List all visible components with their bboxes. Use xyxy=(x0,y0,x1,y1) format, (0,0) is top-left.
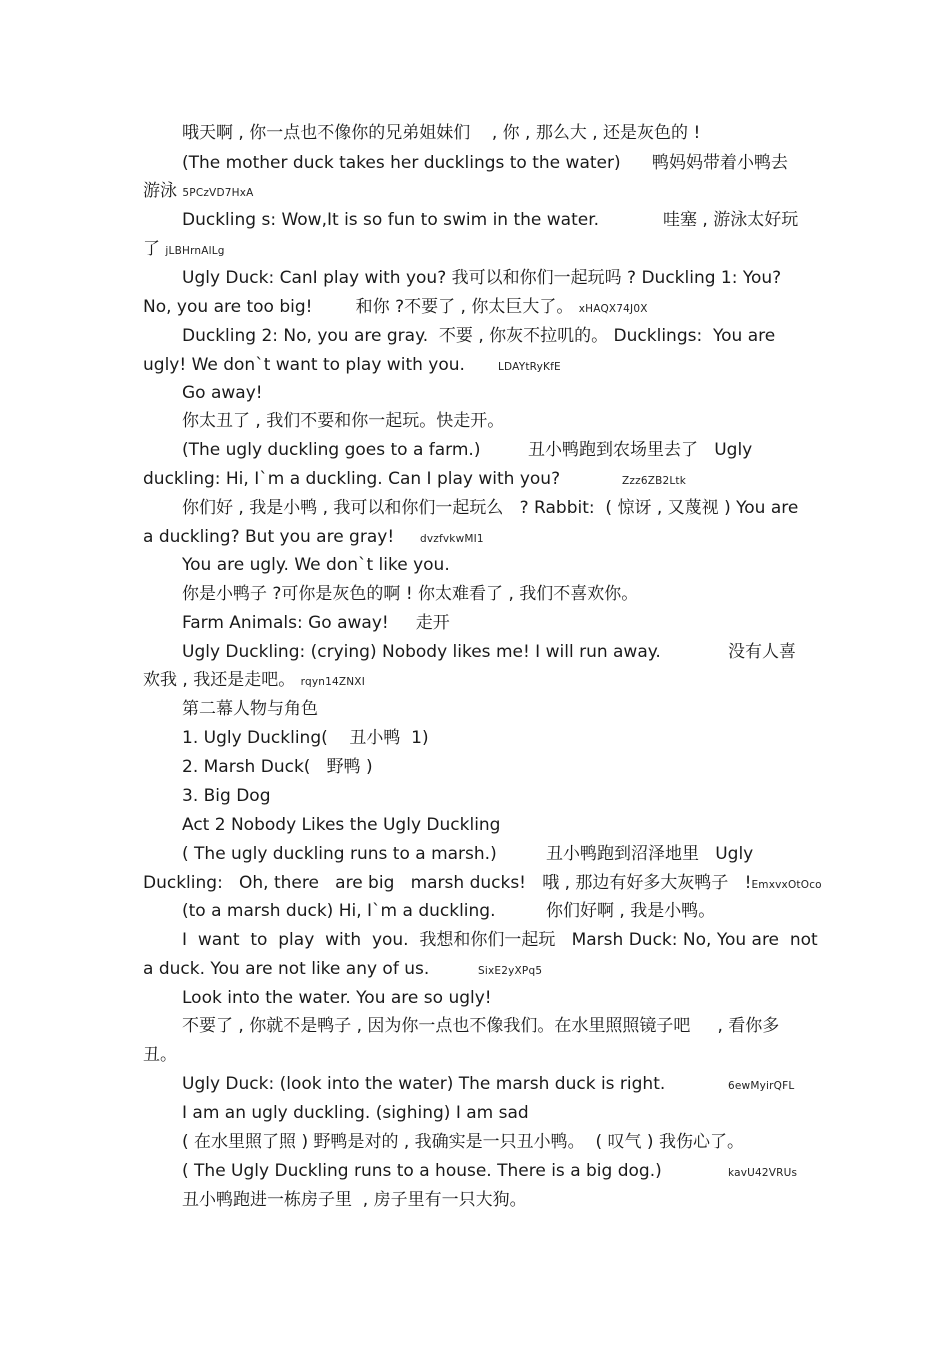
text-line xyxy=(622,469,686,491)
text-line: I am an ugly duckling. (sighing) I am sad xyxy=(182,1103,529,1123)
text-line: Look into the water. You are so ugly! xyxy=(182,988,492,1008)
doc-code-tag: rqyn14ZNXI xyxy=(300,676,365,688)
text-line: (The ugly duckling goes to a farm.) xyxy=(182,440,481,460)
text-line: ( The ugly duckling runs to a marsh.) xyxy=(182,844,497,864)
text-line: duckling: Hi, I`m a duckling. Can I play with you? xyxy=(143,469,561,489)
text-line: Duckling s: Wow,It is so fun to swim in the water. xyxy=(182,210,600,230)
doc-code-tag: jLBHrnAlLg xyxy=(165,245,225,257)
doc-code-tag: SixE2yXPq5 xyxy=(478,965,543,977)
text-line xyxy=(498,355,561,377)
list-item: 3. Big Dog xyxy=(182,786,271,806)
text-line: 没有人喜 xyxy=(728,642,796,662)
text-line: 你们好 , 我是小鸭 , 我可以和你们一起玩么 ? Rabbit: ( 惊讶 , 又蔑视 ) You are xyxy=(182,498,799,518)
text-line: 你太丑了 , 我们不要和你一起玩。快走开。 xyxy=(182,411,505,431)
text-line: 丑。 xyxy=(143,1045,177,1065)
text-line: 不要了 , 你就不是鸭子 , 因为你一点也不像我们。在水里照照镜子吧 , 看你多 xyxy=(182,1016,780,1036)
text-line: 丑小鸭跑到农场里去了 Ugly xyxy=(528,440,753,460)
text-line: 你是小鸭子 ?可你是灰色的啊 ! 你太难看了 , 我们不喜欢你。 xyxy=(182,584,639,604)
doc-code-tag: LDAYtRyKfE xyxy=(498,361,561,373)
text-line: a duck. You are not like any of us. xyxy=(143,959,430,979)
doc-code-tag: 5PCzVD7HxA xyxy=(182,187,254,199)
text-line: 游泳 5PCzVD7HxA xyxy=(143,181,254,201)
text-line: No, you are too big! 和你 ?不要了 , 你太巨大了。 xHAQX74J0X xyxy=(143,297,648,317)
section-heading: 第二幕人物与角色 xyxy=(182,699,318,719)
text-line: 丑小鸭跑进一栋房子里 , 房子里有一只大狗。 xyxy=(182,1190,527,1210)
text-line xyxy=(728,1074,794,1096)
text-line: Ugly Duck: (look into the water) The marsh duck is right. xyxy=(182,1074,666,1094)
text-line: (The mother duck takes her ducklings to the water) xyxy=(182,153,621,173)
list-item: 2. Marsh Duck( 野鸭 ) xyxy=(182,757,373,777)
doc-code-tag: xHAQX74J0X xyxy=(578,303,648,315)
text-line: ugly! We don`t want to play with you. xyxy=(143,355,465,375)
text-line: 了 jLBHrnAlLg xyxy=(143,239,225,259)
text-line: Duckling: Oh, there are big marsh ducks! 哦 , 那边有好多大灰鸭子 !EmxvxOtOco xyxy=(143,873,822,893)
doc-code-tag: EmxvxOtOco xyxy=(751,879,822,891)
text-line xyxy=(420,527,484,549)
text-line: ( 在水里照了照 ) 野鸭是对的 , 我确实是一只丑小鸭。 ( 叹气 ) 我伤心了。 xyxy=(182,1132,744,1152)
text-line: a duckling? But you are gray! xyxy=(143,527,395,547)
text-line: (to a marsh duck) Hi, I`m a duckling. xyxy=(182,901,496,921)
text-line: Farm Animals: Go away! 走开 xyxy=(182,613,450,633)
text-line: 丑小鸭跑到沼泽地里 Ugly xyxy=(546,844,754,864)
text-line xyxy=(728,1161,797,1183)
text-line: Ugly Duck: CanI play with you? 我可以和你们一起玩吗 ? Duckling 1: You? xyxy=(182,268,782,288)
text-line: 哦天啊 , 你一点也不像你的兄弟姐妹们 , 你 , 那么大 , 还是灰色的 ! xyxy=(182,123,701,143)
text-line: 欢我 , 我还是走吧。 rqyn14ZNXI xyxy=(143,670,365,690)
text-line: ( The Ugly Duckling runs to a house. There is a big dog.) xyxy=(182,1161,662,1181)
text-line xyxy=(478,959,542,981)
text-line: Ugly Duckling: (crying) Nobody likes me! I will run away. xyxy=(182,642,661,662)
text-line: 你们好啊 , 我是小鸭。 xyxy=(546,901,716,921)
act-title: Act 2 Nobody Likes the Ugly Duckling xyxy=(182,815,501,835)
doc-code-tag: 6ewMyirQFL xyxy=(728,1080,795,1092)
text-line: You are ugly. We don`t like you. xyxy=(182,555,450,575)
doc-code-tag: dvzfvkwMI1 xyxy=(420,533,484,545)
doc-code-tag: Zzz6ZB2Ltk xyxy=(622,475,687,487)
text-line: Go away! xyxy=(182,383,263,403)
text-line: 哇塞 , 游泳太好玩 xyxy=(663,210,799,230)
list-item: 1. Ugly Duckling( 丑小鸭 1) xyxy=(182,728,429,748)
text-line: 鸭妈妈带着小鸭去 xyxy=(652,153,788,173)
text-line: I want to play with you. 我想和你们一起玩 Marsh Duck: No, You are not xyxy=(182,930,818,950)
text-line: Duckling 2: No, you are gray. 不要 , 你灰不拉叽的。 Ducklings: You are xyxy=(182,326,776,346)
doc-code-tag: kavU42VRUs xyxy=(728,1167,798,1179)
